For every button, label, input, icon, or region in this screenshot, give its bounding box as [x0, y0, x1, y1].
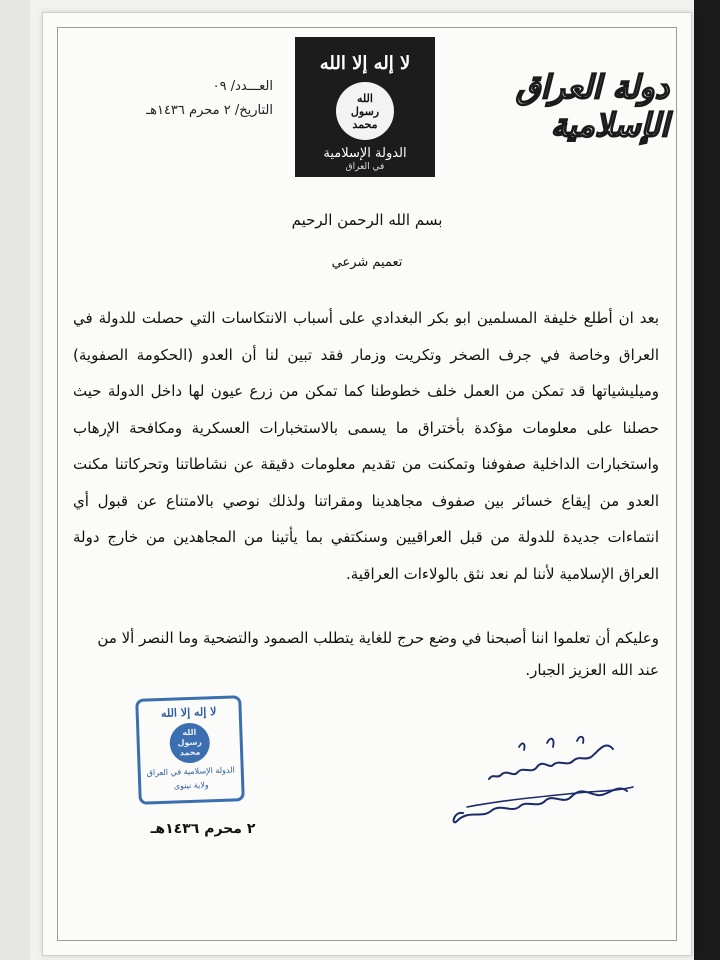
- masthead-calligraphy: دولة العراق الإسلامية: [515, 68, 669, 144]
- footer-date: ٢ محرم ١٤٣٦هـ: [150, 821, 256, 837]
- black-banner-logo: [295, 37, 435, 177]
- stamp-seal-icon: الله رسول محمد: [169, 722, 210, 763]
- logo-seal-icon: الله رسول محمد: [336, 82, 394, 140]
- logo-state-name: الدولة الإسلامية: [323, 146, 407, 161]
- photo-background-left: [0, 0, 30, 960]
- photo-background-right: [694, 0, 720, 960]
- document-subject: تعميم شرعي: [331, 255, 403, 270]
- document-meta: [73, 75, 273, 123]
- handwritten-signature: [427, 729, 647, 829]
- stamp-sub: ولاية نينوى: [173, 780, 209, 791]
- logo-region: في العراق: [345, 162, 385, 172]
- issue-number: العـــدد/ ٠٩: [212, 79, 273, 94]
- document-page: [42, 12, 692, 956]
- basmala: بسم الله الرحمن الرحيم: [291, 211, 443, 229]
- logo-shahada: لا إله إلا الله: [319, 53, 411, 74]
- body-paragraph: بعد ان أطلع خليفة المسلمين ابو بكر البغدادي على أسباب الانتكاسات التي حصلت للدولة في العراق وخاصة في جرف الصخر وتكريت وزمار فقد تبين لنا أن العدو (الحكومة الصفوية) وميليشياتها قد تمكن من العمل خلف خطوطنا كما تمكن من زرع عيون لها داخل الدولة حيث حصلنا على معلومات مؤكدة بأختراق ما يسمى بالاستخبارات العسكرية ومكافحة الإرهاب واستخبارات الداخلية صفوفنا وتمكنت من تقديم معلومات دقيقة عن نشاطاتنا وتحركاتنا مكنت العدو من إيقاع خسائر بين صفوف مجاهدينا ومقراتنا ولذلك نوصي بالامتناع عن قبول أي انتماءات جديدة للدولة من قبل العراقيين وسنكتفي بما يأتينا من المجاهدين من خارج دولة العراق الإسلامية لأننا لم نعد نثق بالولاءات العراقية.: [73, 309, 659, 583]
- stamp-shahada: لا إله إلا الله: [160, 705, 217, 720]
- document-date: التاريخ/ ٢ محرم ١٤٣٦هـ: [146, 103, 273, 118]
- stamp-name: الدولة الإسلامية في العراق: [146, 765, 235, 778]
- official-stamp: [135, 695, 245, 805]
- closing-paragraph: وعليكم أن تعلموا اننا أصبحنا في وضع حرج للغاية يتطلب الصمود والتضحية وما النصر ألا من عند الله العزيز الجبار.: [97, 629, 659, 679]
